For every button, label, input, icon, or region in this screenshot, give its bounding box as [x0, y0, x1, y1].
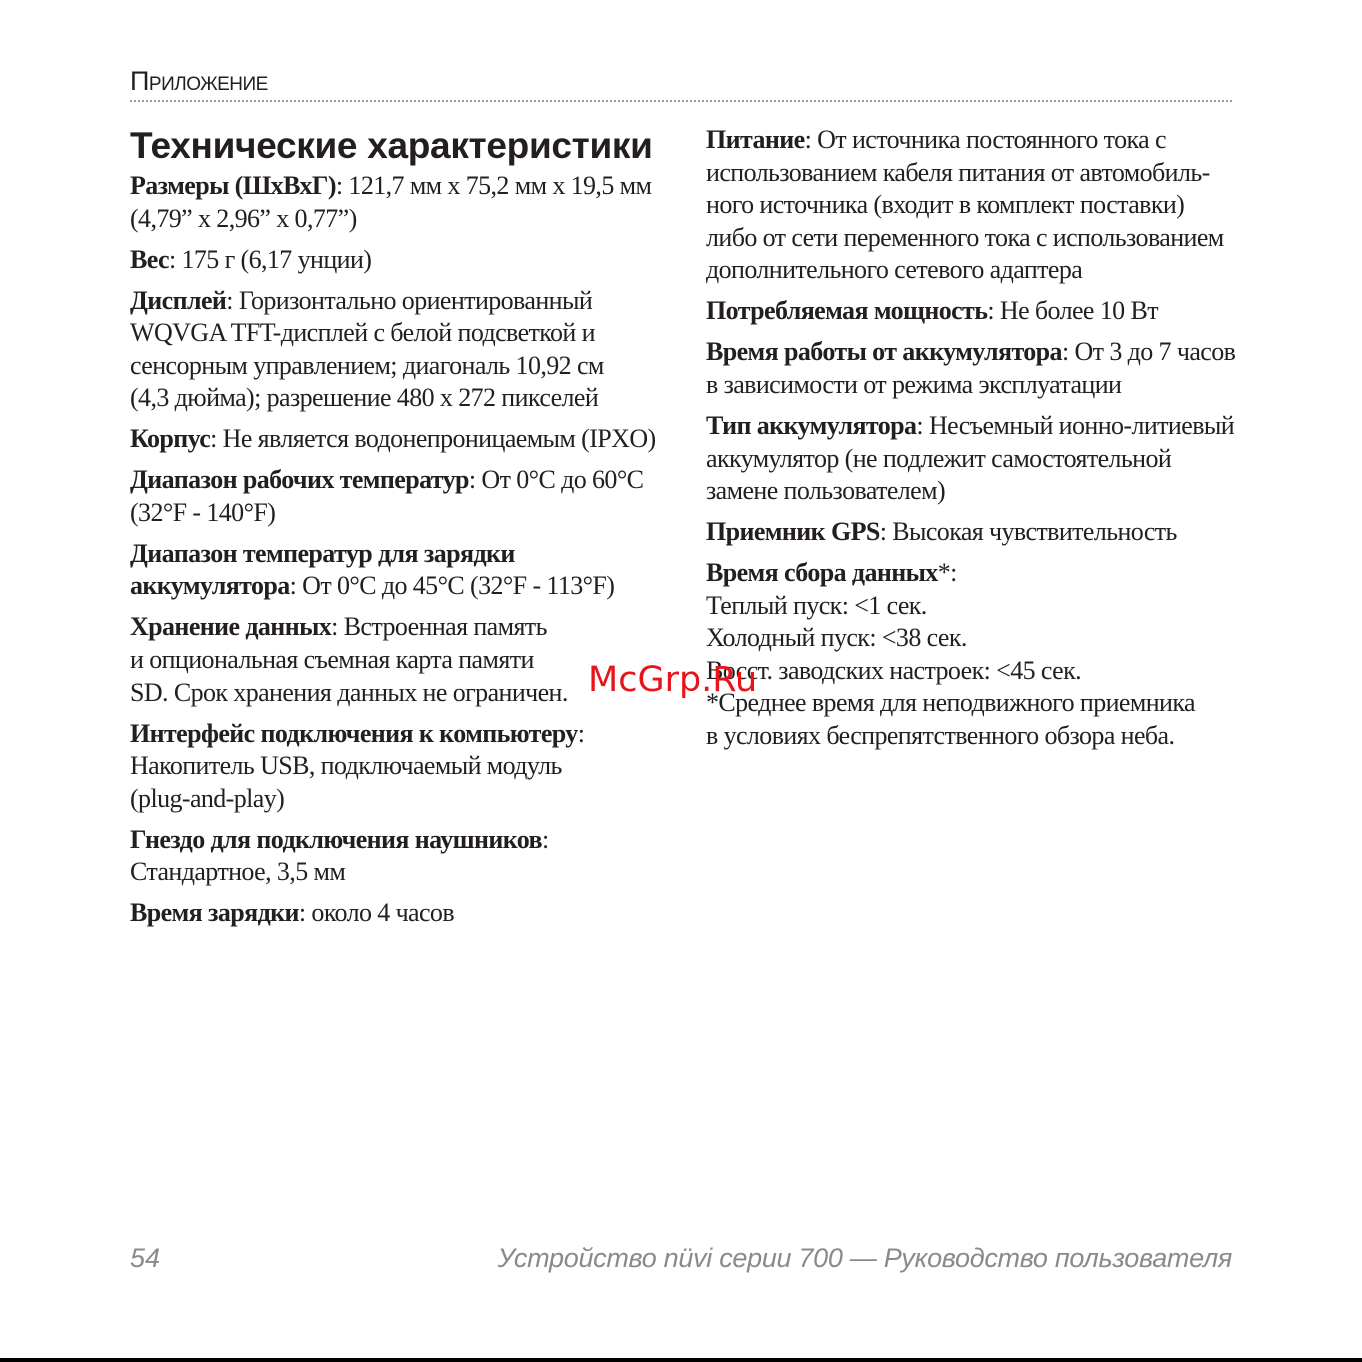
spec-label: Потребляемая мощность [706, 296, 988, 326]
spec-value: SD. Срок хранения данных не ограничен. [130, 677, 568, 707]
watermark: McGrp.Ru [588, 660, 758, 700]
spec-value: : около 4 часов [298, 898, 455, 928]
footnote-marker: *: [937, 558, 957, 588]
spec-value: (4,79” x 2,96” x 0,77”) [130, 203, 357, 233]
page-header [130, 62, 1232, 102]
spec-value: сенсорным управлением; диагональ 10,92 см [130, 350, 604, 380]
spec-label: Гнездо для подключения наушников [130, 824, 542, 854]
spec-value: : Встроенная память [331, 612, 547, 642]
spec-value: Теплый пуск: <1 сек. [706, 590, 927, 620]
spec-value: : Горизонтально ориентированный [226, 285, 593, 315]
spec-value: : От источника постоянного тока с [804, 125, 1166, 154]
spec-label: Время работы от аккумулятора [706, 337, 1062, 367]
spec-value: (32°F - 140°F) [130, 497, 276, 527]
footnote: в условиях беспрепятственного обзора неба. [706, 721, 1175, 751]
page-title: Технические характеристики [130, 125, 653, 166]
spec-label: аккумулятора [130, 571, 290, 601]
right-column [706, 124, 1236, 753]
spec-label: Время зарядки [130, 898, 299, 928]
spec-acquisition-time [706, 557, 1236, 753]
spec-value: и опциональная съемная карта памяти [130, 645, 534, 675]
spec-dimensions [130, 170, 675, 235]
footnote: *Среднее время для неподвижного приемника [706, 688, 1195, 718]
section-name: Приложение [130, 66, 268, 96]
spec-value: ного источника (входит в комплект поставки) [706, 190, 1185, 220]
left-column [130, 124, 675, 938]
spec-label: Размеры (ШхВхГ) [130, 171, 336, 200]
spec-label: Тип аккумулятора [706, 410, 917, 440]
spec-battery-life [706, 336, 1236, 401]
spec-label: Корпус [130, 424, 211, 454]
spec-label: Диапазон рабочих температур [130, 465, 469, 495]
spec-value: Стандартное, 3,5 мм [130, 857, 346, 887]
spec-case [130, 423, 675, 456]
spec-charging-temperature [130, 538, 675, 603]
spec-value: либо от сети переменного тока с использованием [706, 222, 1224, 252]
spec-value: : [541, 824, 549, 854]
spec-weight [130, 244, 675, 277]
spec-label: Приемник GPS [706, 517, 880, 547]
page-number: 54 [130, 1243, 161, 1273]
spec-value: : Не является водонепроницаемым (IPXO) [210, 424, 656, 454]
spec-value: Холодный пуск: <38 сек. [706, 623, 967, 653]
manual-title: Устройство nüvi серии 700 — Руководство пользователя [497, 1243, 1232, 1273]
spec-value: : От 0°C до 60°C [468, 465, 644, 495]
spec-value: : 175 г (6,17 унции) [168, 244, 372, 274]
spec-power-consumption [706, 295, 1236, 328]
spec-display [130, 285, 675, 415]
spec-gps-receiver [706, 516, 1236, 549]
bottom-edge-rule [0, 1358, 1362, 1362]
spec-label: Хранение данных [130, 612, 332, 642]
spec-value: WQVGA TFT-дисплей с белой подсветкой и [130, 318, 595, 348]
spec-value: : Несъемный ионно-литиевый [916, 410, 1235, 440]
spec-battery-type [706, 410, 1236, 508]
spec-value: дополнительного сетевого адаптера [706, 255, 1083, 285]
spec-label: Дисплей [130, 285, 227, 315]
spec-value: : 121,7 мм x 75,2 мм x 19,5 мм [335, 171, 652, 200]
spec-value: (4,3 дюйма); разрешение 480 x 272 пикселей [130, 383, 599, 413]
spec-label: Диапазон температур для зарядки [130, 538, 515, 568]
spec-label: Интерфейс подключения к компьютеру [130, 718, 578, 748]
spec-value: Накопитель USB, подключаемый модуль [130, 751, 562, 781]
spec-value: (plug-and-play) [130, 783, 285, 813]
spec-value: : Высокая чувствительность [879, 517, 1177, 547]
spec-label: Время сбора данных [706, 558, 938, 588]
spec-value: : Не более 10 Вт [987, 296, 1158, 326]
spec-value: : [577, 718, 585, 748]
spec-value: замене пользователем) [706, 476, 946, 506]
spec-charge-time [130, 897, 675, 930]
spec-operating-temperature [130, 464, 675, 529]
spec-value: использованием кабеля питания от автомобиль- [706, 157, 1210, 187]
spec-value: : От 3 до 7 часов [1061, 337, 1236, 367]
spec-value: : От 0°C до 45°C (32°F - 113°F) [289, 571, 615, 601]
spec-value: аккумулятор (не подлежит самостоятельной [706, 443, 1172, 473]
spec-power [706, 124, 1236, 287]
spec-value: Восст. заводских настроек: <45 сек. [706, 655, 1082, 685]
spec-label: Питание [706, 125, 805, 154]
spec-value: в зависимости от режима эксплуатации [706, 369, 1122, 399]
spec-headphone-jack [130, 824, 675, 889]
spec-computer-interface [130, 718, 675, 816]
spec-label: Вес [130, 244, 169, 274]
